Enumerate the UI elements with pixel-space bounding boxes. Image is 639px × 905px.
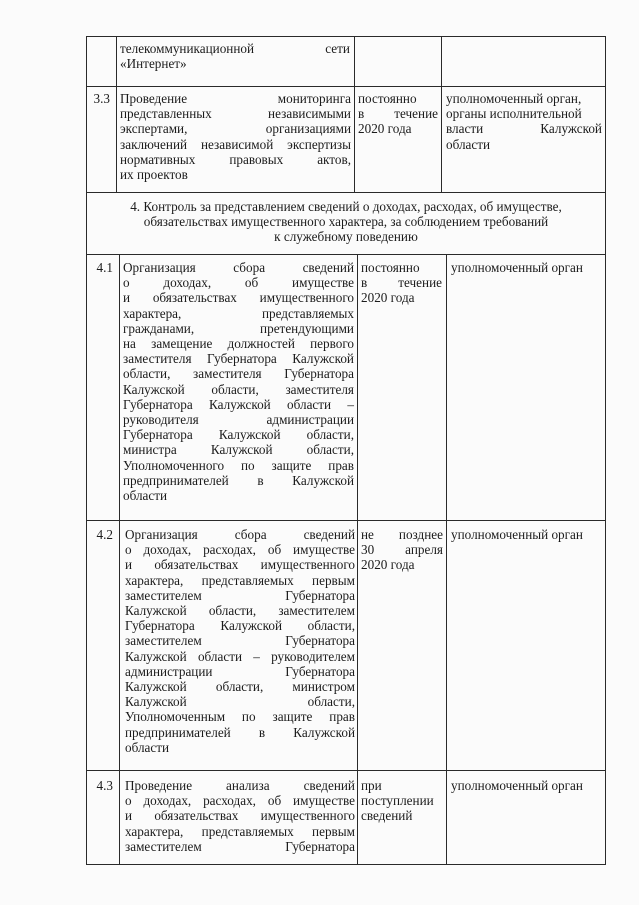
row-3-3-text bbox=[120, 91, 351, 182]
row-4-1-responsible bbox=[451, 260, 603, 275]
text-line: характера, представляемых первым bbox=[125, 572, 355, 588]
text-line: Губернатора Калужской области, bbox=[125, 618, 355, 634]
text-line: уполномоченный орган, bbox=[446, 91, 582, 106]
text-line: уполномоченный орган bbox=[451, 778, 583, 793]
row-3-3-term bbox=[358, 91, 438, 137]
text-line: Организация сбора сведений bbox=[123, 260, 354, 275]
heading-line: к служебному поведению bbox=[274, 229, 418, 245]
text-line: нормативных правовых актов, bbox=[120, 151, 351, 167]
text-line: заместителя Губернатора Калужской bbox=[123, 351, 354, 367]
section-4-heading bbox=[88, 199, 604, 245]
row-4-3-term bbox=[361, 778, 443, 824]
row-4-1-text bbox=[123, 260, 354, 503]
text-line: представленных независимыми bbox=[120, 106, 351, 122]
row-divider-4-2-4-3 bbox=[86, 770, 606, 771]
text-line: 30 апреля bbox=[361, 542, 443, 558]
text-line: о доходах, расходах, об имуществе bbox=[125, 793, 355, 809]
text-line: области bbox=[446, 136, 491, 152]
row-number: 4.1 bbox=[96, 260, 113, 275]
text-line: о доходах, об имуществе bbox=[123, 275, 354, 291]
text-line: области bbox=[125, 739, 170, 755]
text-line: их проектов bbox=[120, 167, 188, 183]
text-line: и обязательствах имущественного bbox=[125, 557, 355, 573]
table-col-divider-3-upper bbox=[441, 36, 442, 192]
text-line: Проведение мониторинга bbox=[120, 91, 351, 106]
text-line: уполномоченный орган bbox=[451, 260, 583, 275]
text-line: постоянно bbox=[361, 260, 420, 275]
table-border-bottom bbox=[86, 864, 606, 865]
row-4-3-text bbox=[125, 778, 355, 854]
row-divider-3-3-section4 bbox=[86, 192, 606, 193]
text-line: 2020 года bbox=[361, 557, 415, 573]
text-line: Проведение анализа сведений bbox=[125, 778, 355, 793]
row-4-1-term bbox=[361, 260, 442, 306]
row-number: 3.3 bbox=[93, 91, 110, 106]
text-line: характера, представляемых первым bbox=[125, 823, 355, 839]
row-4-2-term bbox=[361, 527, 443, 573]
text-line: в течение bbox=[358, 106, 438, 122]
text-line: поступлении bbox=[361, 793, 434, 809]
text-line: Калужской области, заместителя bbox=[123, 381, 354, 397]
row-divider-section4-4-1 bbox=[86, 254, 606, 255]
text-line: не позднее bbox=[361, 527, 443, 542]
heading-line: 4. Контроль за представлением сведений о доходах, расходах, об имуществе, bbox=[130, 199, 562, 214]
text-line: при bbox=[361, 778, 382, 793]
text-line: области, заместителя Губернатора bbox=[123, 366, 354, 382]
text-line: Губернатора Калужской области – bbox=[123, 396, 354, 412]
text-line: области bbox=[123, 488, 168, 504]
text-line: постоянно bbox=[358, 91, 417, 106]
text-line: Уполномоченным по защите прав bbox=[125, 709, 355, 725]
text-line: руководителя администрации bbox=[123, 412, 354, 428]
top-row-text bbox=[120, 41, 350, 71]
table-col-divider-1-lower bbox=[119, 254, 120, 865]
row-3-3-responsible bbox=[446, 91, 602, 152]
text-line: «Интернет» bbox=[120, 56, 187, 72]
table-col-divider-3-lower bbox=[446, 254, 447, 865]
text-line: Калужской области, bbox=[125, 694, 355, 710]
text-line: заместителем Губернатора bbox=[125, 587, 355, 603]
text-line: администрации Губернатора bbox=[125, 663, 355, 679]
text-line: министра Калужской области, bbox=[123, 442, 354, 458]
text-line: Организация сбора сведений bbox=[125, 527, 355, 542]
row-divider-4-1-4-2 bbox=[86, 520, 606, 521]
table-col-divider-2-lower bbox=[357, 254, 358, 865]
row-divider-top-3-3 bbox=[86, 86, 606, 87]
text-line: Калужской области, заместителем bbox=[125, 603, 355, 619]
text-line: уполномоченный орган bbox=[451, 527, 583, 542]
text-line: 2020 года bbox=[361, 290, 415, 306]
row-number: 4.2 bbox=[96, 527, 113, 542]
text-line: Калужской области – руководителем bbox=[125, 648, 355, 664]
text-line: Уполномоченного по защите прав bbox=[123, 457, 354, 473]
table-border-left bbox=[86, 36, 87, 865]
text-line: 2020 года bbox=[358, 121, 412, 137]
text-line: органы исполнительной bbox=[446, 106, 582, 122]
row-number: 4.3 bbox=[96, 778, 113, 793]
text-line: заместителем Губернатора bbox=[125, 633, 355, 649]
text-line: заместителем Губернатора bbox=[125, 838, 355, 854]
row-4-2-responsible bbox=[451, 527, 603, 542]
text-line: и обязательствах имущественного bbox=[125, 808, 355, 824]
table-col-divider-1-upper bbox=[116, 36, 117, 192]
table-col-divider-2-upper bbox=[354, 36, 355, 192]
table-border-right bbox=[605, 36, 606, 865]
text-line: предпринимателей в Калужской bbox=[125, 724, 355, 740]
text-line: характера, представляемых bbox=[123, 305, 354, 321]
table-border-top bbox=[86, 36, 606, 37]
text-line: Губернатора Калужской области, bbox=[123, 427, 354, 443]
text-line: экспертами, организациями bbox=[120, 121, 351, 137]
text-line: сведений bbox=[361, 808, 413, 824]
text-line: заключений независимой экспертизы bbox=[120, 136, 351, 152]
heading-line: обязательствах имущественного характера, за соблюдением требований bbox=[143, 214, 549, 230]
row-4-3-responsible bbox=[451, 778, 603, 793]
text-line: телекоммуникационной сети bbox=[120, 41, 350, 56]
text-line: и обязательствах имущественного bbox=[123, 290, 354, 306]
text-line: о доходах, расходах, об имуществе bbox=[125, 542, 355, 558]
text-line: на замещение должностей первого bbox=[123, 336, 354, 352]
row-4-2-text bbox=[125, 527, 355, 755]
text-line: предпринимателей в Калужской bbox=[123, 472, 354, 488]
text-line: власти Калужской bbox=[446, 121, 602, 137]
text-line: Калужской области, министром bbox=[125, 679, 355, 695]
text-line: в течение bbox=[361, 275, 442, 291]
text-line: гражданами, претендующими bbox=[123, 320, 354, 336]
